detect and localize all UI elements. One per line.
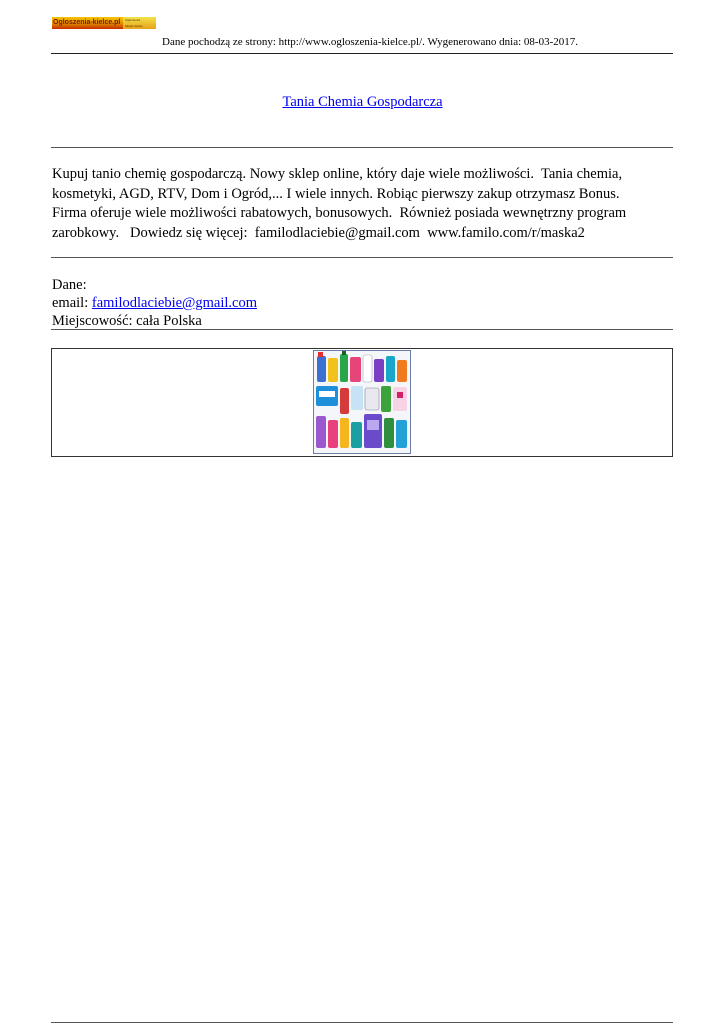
product-image[interactable]	[313, 350, 411, 454]
logo-wordmark: Ogloszenia-kielce.pl	[52, 17, 123, 29]
location-value: cała Polska	[136, 313, 202, 329]
title-divider	[51, 147, 673, 148]
description-line: Firma oferuje wiele możliwości rabatowych, bonusowych. Również posiada wewnętrzny program	[52, 205, 627, 221]
logo-tagline	[123, 17, 156, 29]
logo-tagline-line-1: Ogłoszenia	[125, 18, 141, 22]
listing-title-container	[0, 94, 725, 111]
footer-divider	[51, 1022, 673, 1023]
image-gallery-box	[51, 348, 673, 457]
source-info: Dane pochodzą ze strony: http://www.ogloszenia-kielce.pl/. Wygenerowano dnia: 08-03-2017.	[162, 36, 578, 48]
location-row	[52, 312, 257, 330]
email-label: email:	[52, 295, 92, 311]
details-divider	[51, 329, 673, 330]
description-line: Kupuj tanio chemię gospodarczą. Nowy sklep online, który daje wiele możliwości. Tania chemia,	[52, 166, 623, 182]
description-divider	[51, 257, 673, 258]
listing-title-link[interactable]: Tania Chemia Gospodarcza	[282, 94, 443, 110]
logo-tagline-line-2: Miasto Kielce	[125, 24, 143, 28]
description-line: zarobkowy. Dowiedz się więcej: familodlaciebie@gmail.com www.familo.com/r/maska2	[52, 224, 585, 241]
email-link[interactable]: familodlaciebie@gmail.com	[91, 295, 258, 311]
header-divider	[51, 53, 673, 54]
location-label: Miejscowość:	[52, 313, 137, 329]
contact-details	[52, 276, 257, 330]
email-row	[52, 294, 257, 312]
description-line: kosmetyki, AGD, RTV, Dom i Ogród,... I wiele innych. Robiąc pierwszy zakup otrzymasz Bonus.	[52, 185, 620, 202]
site-logo[interactable]	[52, 17, 156, 29]
details-label: Dane:	[52, 277, 87, 293]
listing-description	[52, 165, 672, 243]
